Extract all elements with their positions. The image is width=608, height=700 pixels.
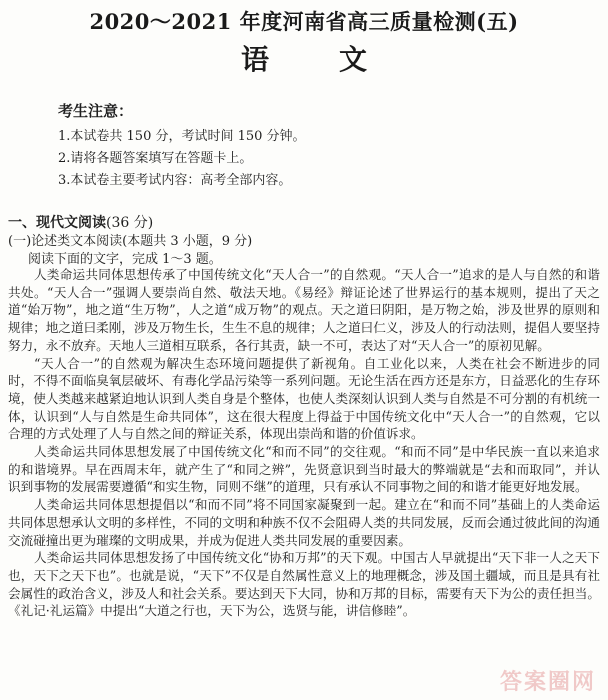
notice-heading: 考生注意： xyxy=(58,102,134,120)
section-heading xyxy=(8,212,153,232)
article-paragraph: 人类命运共同体思想提倡以“和而不同”将不同国家凝聚到一起。建立在“和而不同”基础上的人类命运共同体思想承认文明的多样性，不同的文明和种族不仅不会阻碍人类的共同发展，反而会通过彼此间的沟通交流碰撞出更为璀璨的文明成果，并成为促进人类共同发展的重要因素。 xyxy=(8,497,600,548)
watermark: 答案圈网 xyxy=(499,669,596,694)
section-score: (36 分) xyxy=(106,215,154,231)
subject-title: 语文 xyxy=(240,43,437,76)
reading-instruction: 阅读下面的文字，完成 1～3 题。 xyxy=(28,252,222,267)
notice-item: 3.本试卷主要考试内容：高考全部内容。 xyxy=(58,173,292,188)
article-paragraph: “天人合一”的自然观为解决生态环境问题提供了新视角。自工业化以来，人类在社会不断进步的同时，不得不面临臭氧层破坏、有毒化学品污染等一系列问题。无论生活在西方还是东方，日益恶化的生存环境，使人类越来越紧迫地认识到人类自身是个整体，也使人类深刻认识到人类与自然是不可分割的有机统一体，认识到“人与自然是生命共同体”，这在很大程度上得益于中国传统文化中“天人合一”的自然观，它以合理的方式处理了人与自然之间的辩证关系，体现出崇尚和谐的价值诉求。 xyxy=(8,355,600,442)
exam-title: 2020～2021 年度河南省高三质量检测(五) xyxy=(89,9,519,34)
section-heading-label: 一、现代文阅读 xyxy=(8,215,106,231)
article-body xyxy=(8,266,600,620)
notice-item: 1.本试卷共 150 分，考试时间 150 分钟。 xyxy=(58,129,306,144)
article-paragraph: 人类命运共同体思想传承了中国传统文化“天人合一”的自然观。“天人合一”追求的是人与自然的和谐共处。“天人合一”强调人要崇尚自然、敬法天地。《易经》辩证论述了世界运行的基本规则，提出了天之道“始万物”，地之道“生万物”，人之道“成万物”的观点。天之道曰阴阳，是万物之始，涉及世界的原则和规律；地之道曰柔刚，涉及万物生长，生生不息的规律；人之道曰仁义，涉及人的行动法则，提倡人要坚持努力，永不放弃。天地人三道相互联系，各行其责，缺一不可，表达了对“天人合一”的原初见解。 xyxy=(8,267,600,353)
article-paragraph: 人类命运共同体思想发扬了中国传统文化“协和万邦”的天下观。中国古人早就提出“天下非一人之天下也，天下之天下也”。也就是说，“天下”不仅是自然属性意义上的地理概念，涉及国土疆域，而且是具有社会属性的政治含义，涉及人和社会关系。要达到天下大同，协和万邦的目标，需要有天下为公的责任担当。《礼记·礼运篇》中提出“大道之行也，天下为公，选贤与能，讲信修睦”。 xyxy=(8,550,600,619)
notice-list xyxy=(58,126,306,192)
notice-item: 2.请将各题答案填写在答题卡上。 xyxy=(58,151,253,166)
sub-heading: (一)论述类文本阅读(本题共 3 小题，9 分) xyxy=(8,234,253,249)
article-paragraph: 人类命运共同体思想发展了中国传统文化“和而不同”的交往观。“和而不同”是中华民族一直以来追求的和谐境界。早在西周末年，就产生了“和同之辨”，先贤意识到当时最大的弊端就是“去和而取同”，并认识到事物的发展需要遵循“和实生物，同则不继”的道理，只有承认不同事物之间的和谐才能更好地发展。 xyxy=(8,444,600,495)
